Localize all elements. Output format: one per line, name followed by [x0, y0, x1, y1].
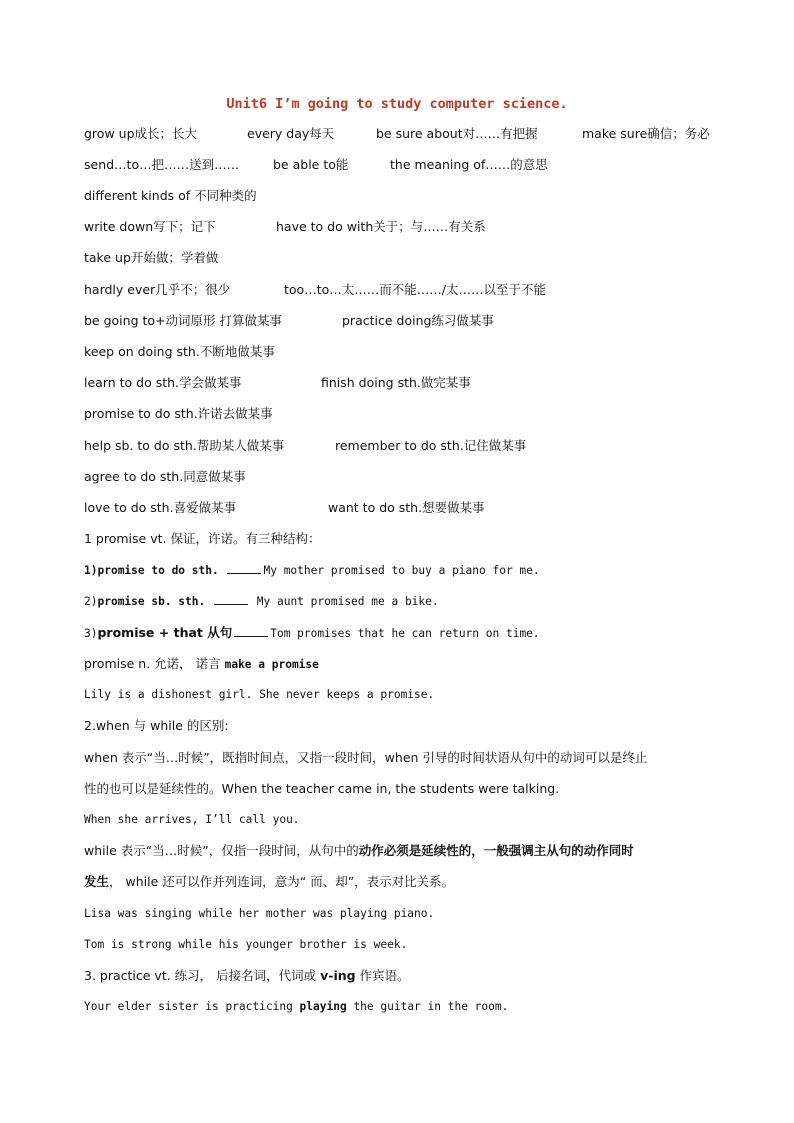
promise-noun-text: promise n. 允诺， 诺言 — [84, 656, 225, 671]
practice-head-c: 作宾语。 — [355, 968, 410, 983]
structure-1-example: My mother promised to buy a piano for me. — [263, 564, 540, 577]
practice-ex-a: Your elder sister is practicing — [84, 1000, 300, 1013]
promise-heading: 1 promise vt. 保证，许诺。有三种结构： — [84, 531, 321, 546]
while-text-2b: ， while 还可以作并列连词，意为“ 而、却”，表示对比关系。 — [109, 874, 455, 889]
phrase-want-to-do: want to do sth.想要做某事 — [328, 500, 485, 515]
blank-line — [234, 626, 268, 637]
phrase-row-4 — [84, 219, 486, 236]
practice-example — [84, 999, 508, 1015]
blank-line — [227, 563, 261, 574]
phrase-love-to-do: love to do sth.喜爱做某事 — [84, 500, 237, 515]
phrase-be-going-to: be going to+动词原形 打算做某事 — [84, 313, 282, 328]
phrase-row-13 — [84, 500, 485, 517]
phrase-row-1 — [84, 126, 710, 143]
phrase-row-12 — [84, 469, 246, 486]
practice-ex-c: the guitar in the room. — [346, 1000, 509, 1013]
phrase-take-up: take up开始做；学着做 — [84, 250, 219, 265]
promise-structure-1 — [84, 563, 540, 579]
when-example: When she arrives, I’ll call you. — [84, 813, 300, 826]
while-text-2a: 发生 — [84, 874, 110, 889]
phrase-different-kinds: different kinds of 不同种类的 — [84, 188, 257, 203]
phrase-meaning-of: the meaning of……的意思 — [390, 157, 548, 172]
phrase-remember-to-do: remember to do sth.记住做某事 — [335, 438, 527, 453]
while-explanation-1 — [84, 843, 634, 859]
phrase-too-to: too…to…太……而不能……/太……以至于不能 — [284, 282, 546, 297]
phrase-send-to: send…to…把……送到…… — [84, 157, 240, 172]
structure-1-label: 1) — [84, 564, 98, 577]
blank-line — [214, 594, 248, 605]
phrase-help-sb: help sb. to do sth.帮助某人做某事 — [84, 438, 285, 453]
when-explanation-2: 性的也可以是延续性的。When the teacher came in, the students were talking. — [84, 781, 560, 796]
structure-2-example: My aunt promised me a bike. — [256, 595, 439, 608]
promise-noun-example: Lily is a dishonest girl. She never keeps a promise. — [84, 688, 435, 701]
while-text-1b: 动作必须是延续性的，一般强调主从句的动作同时 — [358, 843, 634, 858]
phrase-row-7 — [84, 313, 494, 330]
practice-head-a: 3. practice vt. 练习， 后接名词，代词或 — [84, 968, 321, 983]
phrase-row-3 — [84, 188, 257, 205]
phrase-row-9 — [84, 375, 471, 392]
promise-structure-3 — [84, 625, 540, 642]
phrase-keep-on-doing: keep on doing sth.不断地做某事 — [84, 344, 275, 359]
while-example-2: Tom is strong while his younger brother is week. — [84, 938, 408, 951]
structure-1-text: promise to do sth. — [97, 564, 219, 577]
structure-2-label: 2) — [84, 595, 98, 608]
phrase-grow-up: grow up成长；长大 — [84, 126, 198, 141]
phrase-promise-to-do: promise to do sth.许诺去做某事 — [84, 406, 273, 421]
phrase-learn-to-do: learn to do sth.学会做某事 — [84, 375, 242, 390]
unit-title: Unit6 I’m going to study computer science. — [226, 96, 568, 112]
structure-3-example: Tom promises that he can return on time. — [270, 627, 540, 640]
promise-structure-2 — [84, 594, 439, 610]
phrase-practice-doing: practice doing练习做某事 — [342, 313, 494, 328]
phrase-hardly-ever: hardly ever几乎不；很少 — [84, 282, 231, 297]
phrase-row-5 — [84, 250, 218, 267]
when-while-heading: 2.when 与 while 的区别: — [84, 718, 229, 733]
phrase-have-to-do-with: have to do with关于；与……有关系 — [276, 219, 486, 234]
phrase-finish-doing: finish doing sth.做完某事 — [321, 375, 471, 390]
structure-3-label: 3) — [84, 627, 98, 640]
phrase-be-sure-about: be sure about对……有把握 — [376, 126, 538, 141]
phrase-agree-to-do: agree to do sth.同意做某事 — [84, 469, 246, 484]
phrase-row-6 — [84, 282, 546, 299]
phrase-row-8 — [84, 344, 275, 361]
when-explanation-1: when 表示“当…时候”，既指时间点，又指一段时间，when 引导的时间状语从句中的动词可以是终止 — [84, 750, 648, 765]
phrase-every-day: every day每天 — [247, 126, 335, 141]
promise-noun — [84, 656, 319, 673]
practice-head-b: v-ing — [320, 968, 356, 983]
while-explanation-2 — [84, 874, 454, 890]
while-text-1a: while 表示“当…时候”，仅指一段时间，从句中的 — [84, 843, 359, 858]
phrase-row-2 — [84, 157, 548, 174]
while-example-1: Lisa was singing while her mother was playing piano. — [84, 907, 435, 920]
phrase-write-down: write down写下；记下 — [84, 219, 216, 234]
phrase-be-able-to: be able to能 — [273, 157, 349, 172]
practice-ex-b: playing — [299, 1000, 347, 1013]
phrase-row-11 — [84, 438, 526, 455]
phrase-make-sure: make sure确信；务必 — [582, 126, 710, 141]
phrase-row-10 — [84, 406, 273, 423]
promise-noun-phrase: make a promise — [224, 658, 319, 671]
structure-3-text: promise + that 从句 — [97, 625, 233, 640]
structure-2-text: promise sb. sth. — [97, 595, 206, 608]
practice-heading — [84, 968, 410, 984]
